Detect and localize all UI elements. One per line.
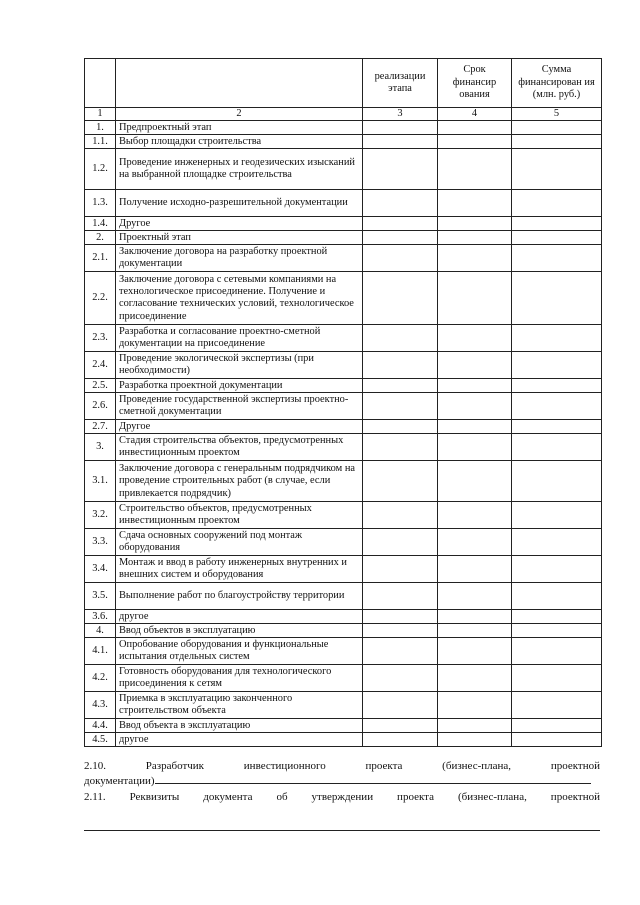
row-term-cell: [438, 190, 512, 217]
row-number: 3.1.: [85, 461, 116, 502]
row-amount-cell: [512, 461, 602, 502]
row-amount-cell: [512, 638, 602, 665]
row-stage-name: Монтаж и ввод в работу инженерных внутренних и внешних систем и оборудования: [116, 556, 363, 583]
row-amount-cell: [512, 149, 602, 190]
row-implementation-cell: [363, 217, 438, 231]
row-amount-cell: [512, 583, 602, 610]
approval-details-fill-line: [84, 830, 600, 831]
row-amount-cell: [512, 556, 602, 583]
row-stage-name: Проведение инженерных и геодезических изысканий на выбранной площадке строительства: [116, 149, 363, 190]
row-implementation-cell: [363, 231, 438, 245]
row-stage-name: Проведение государственной экспертизы проектно-сметной документации: [116, 393, 363, 420]
row-stage-name: другое: [116, 733, 363, 747]
row-number: 2.2.: [85, 272, 116, 325]
row-amount-cell: [512, 393, 602, 420]
row-amount-cell: [512, 692, 602, 719]
row-number: 3.: [85, 434, 116, 461]
row-implementation-cell: [363, 149, 438, 190]
row-amount-cell: [512, 502, 602, 529]
table-row: [85, 610, 602, 624]
row-term-cell: [438, 135, 512, 149]
row-implementation-cell: [363, 325, 438, 352]
row-number: 3.3.: [85, 529, 116, 556]
row-term-cell: [438, 245, 512, 272]
row-term-cell: [438, 692, 512, 719]
row-stage-name: Разработка и согласование проектно-сметной документации на присоединение: [116, 325, 363, 352]
row-term-cell: [438, 733, 512, 747]
row-stage-name: Сдача основных сооружений под монтаж оборудования: [116, 529, 363, 556]
row-term-cell: [438, 461, 512, 502]
row-term-cell: [438, 420, 512, 434]
row-implementation-cell: [363, 190, 438, 217]
row-number: 2.5.: [85, 379, 116, 393]
row-term-cell: [438, 379, 512, 393]
row-implementation-cell: [363, 502, 438, 529]
row-term-cell: [438, 272, 512, 325]
table-row: [85, 692, 602, 719]
row-number: 1.3.: [85, 190, 116, 217]
row-stage-name: Строительство объектов, предусмотренных инвестиционным проектом: [116, 502, 363, 529]
row-stage-name: Готовность оборудования для технологического присоединения к сетям: [116, 665, 363, 692]
row-implementation-cell: [363, 624, 438, 638]
row-stage-name: Проектный этап: [116, 231, 363, 245]
table-row: [85, 393, 602, 420]
table-row: [85, 217, 602, 231]
row-number: 3.6.: [85, 610, 116, 624]
table-row: [85, 231, 602, 245]
row-implementation-cell: [363, 583, 438, 610]
row-number: 3.4.: [85, 556, 116, 583]
row-amount-cell: [512, 529, 602, 556]
table-row: [85, 638, 602, 665]
row-number: 1.4.: [85, 217, 116, 231]
row-stage-name: Заключение договора с сетевыми компаниями на технологическое присоединение. Получение и согласование технических условий, технологическое присоединение: [116, 272, 363, 325]
table-row: [85, 624, 602, 638]
row-amount-cell: [512, 665, 602, 692]
row-number: 3.2.: [85, 502, 116, 529]
row-implementation-cell: [363, 692, 438, 719]
table-row: [85, 583, 602, 610]
row-amount-cell: [512, 325, 602, 352]
row-number: 2.4.: [85, 352, 116, 379]
row-term-cell: [438, 719, 512, 733]
row-amount-cell: [512, 245, 602, 272]
table-row: [85, 502, 602, 529]
row-amount-cell: [512, 719, 602, 733]
header-col-financing-amount: Сумма финансирован ия (млн. руб.): [512, 59, 602, 108]
row-term-cell: [438, 529, 512, 556]
row-number: 1.1.: [85, 135, 116, 149]
row-stage-name: Получение исходно-разрешительной документации: [116, 190, 363, 217]
table-row: [85, 420, 602, 434]
row-implementation-cell: [363, 352, 438, 379]
item-2-10-developer-label: документации): [84, 775, 155, 787]
row-stage-name: Опробование оборудования и функциональные испытания отдельных систем: [116, 638, 363, 665]
row-stage-name: Предпроектный этап: [116, 121, 363, 135]
row-implementation-cell: [363, 379, 438, 393]
table-row: [85, 529, 602, 556]
row-stage-name: Заключение договора на разработку проектной документации: [116, 245, 363, 272]
row-amount-cell: [512, 420, 602, 434]
row-term-cell: [438, 583, 512, 610]
row-term-cell: [438, 325, 512, 352]
row-number: 2.7.: [85, 420, 116, 434]
row-implementation-cell: [363, 733, 438, 747]
row-implementation-cell: [363, 461, 438, 502]
row-number: 1.2.: [85, 149, 116, 190]
row-implementation-cell: [363, 245, 438, 272]
row-term-cell: [438, 665, 512, 692]
row-stage-name: Приемка в эксплуатацию законченного строительством объекта: [116, 692, 363, 719]
row-number: 4.4.: [85, 719, 116, 733]
row-term-cell: [438, 149, 512, 190]
row-amount-cell: [512, 733, 602, 747]
row-amount-cell: [512, 231, 602, 245]
row-implementation-cell: [363, 434, 438, 461]
row-implementation-cell: [363, 610, 438, 624]
table-row: [85, 461, 602, 502]
row-term-cell: [438, 638, 512, 665]
row-number: 2.: [85, 231, 116, 245]
table-row: [85, 352, 602, 379]
row-implementation-cell: [363, 135, 438, 149]
table-row: [85, 325, 602, 352]
row-stage-name: Выбор площадки строительства: [116, 135, 363, 149]
column-number: 4: [438, 108, 512, 121]
row-term-cell: [438, 502, 512, 529]
row-amount-cell: [512, 379, 602, 393]
table-row: [85, 733, 602, 747]
row-number: 1.: [85, 121, 116, 135]
item-2-10-line1: 2.10. Разработчик инвестиционного проекта (бизнес-плана, проектной: [84, 760, 600, 772]
row-implementation-cell: [363, 665, 438, 692]
row-term-cell: [438, 434, 512, 461]
item-2-10-line2: [84, 773, 600, 788]
row-stage-name: Заключение договора с генеральным подрядчиком на проведение строительных работ (в случае, если привлекается подрядчик): [116, 461, 363, 502]
row-amount-cell: [512, 272, 602, 325]
row-term-cell: [438, 231, 512, 245]
row-number: 4.: [85, 624, 116, 638]
row-amount-cell: [512, 217, 602, 231]
item-2-11-line1: 2.11. Реквизиты документа об утверждении проекта (бизнес-плана, проектной: [84, 791, 600, 803]
row-implementation-cell: [363, 121, 438, 135]
row-implementation-cell: [363, 420, 438, 434]
row-implementation-cell: [363, 638, 438, 665]
row-number: 2.3.: [85, 325, 116, 352]
row-number: 3.5.: [85, 583, 116, 610]
row-number: 4.2.: [85, 665, 116, 692]
table-row: [85, 272, 602, 325]
row-stage-name: Выполнение работ по благоустройству территории: [116, 583, 363, 610]
table-row: [85, 245, 602, 272]
header-col-financing-term: Срок финансир ования: [438, 59, 512, 108]
row-term-cell: [438, 624, 512, 638]
row-stage-name: Ввод объектов в эксплуатацию: [116, 624, 363, 638]
row-amount-cell: [512, 135, 602, 149]
row-amount-cell: [512, 610, 602, 624]
row-implementation-cell: [363, 272, 438, 325]
row-stage-name: Проведение экологической экспертизы (при необходимости): [116, 352, 363, 379]
row-number: 4.3.: [85, 692, 116, 719]
column-number: 5: [512, 108, 602, 121]
row-stage-name: Другое: [116, 420, 363, 434]
row-amount-cell: [512, 434, 602, 461]
row-stage-name: Ввод объекта в эксплуатацию: [116, 719, 363, 733]
row-number: 4.1.: [85, 638, 116, 665]
row-implementation-cell: [363, 719, 438, 733]
row-implementation-cell: [363, 529, 438, 556]
row-stage-name: Разработка проектной документации: [116, 379, 363, 393]
table-row: [85, 121, 602, 135]
row-number: 4.5.: [85, 733, 116, 747]
row-number: 2.6.: [85, 393, 116, 420]
developer-fill-line: [155, 773, 591, 784]
row-term-cell: [438, 217, 512, 231]
column-number: 1: [85, 108, 116, 121]
row-amount-cell: [512, 190, 602, 217]
table-header-row: [85, 59, 602, 108]
table-row: [85, 149, 602, 190]
row-stage-name: Другое: [116, 217, 363, 231]
row-stage-name: другое: [116, 610, 363, 624]
column-number: 3: [363, 108, 438, 121]
row-stage-name: Стадия строительства объектов, предусмотренных инвестиционным проектом: [116, 434, 363, 461]
investment-stages-table: [84, 58, 602, 747]
header-col-stage: [116, 59, 363, 108]
table-row: [85, 135, 602, 149]
row-term-cell: [438, 556, 512, 583]
row-amount-cell: [512, 624, 602, 638]
table-row: [85, 556, 602, 583]
column-number-row: [85, 108, 602, 121]
row-implementation-cell: [363, 393, 438, 420]
table-row: [85, 434, 602, 461]
row-term-cell: [438, 393, 512, 420]
row-number: 2.1.: [85, 245, 116, 272]
row-term-cell: [438, 352, 512, 379]
row-term-cell: [438, 610, 512, 624]
table-row: [85, 719, 602, 733]
header-col-number: [85, 59, 116, 108]
row-implementation-cell: [363, 556, 438, 583]
row-amount-cell: [512, 121, 602, 135]
row-amount-cell: [512, 352, 602, 379]
table-row: [85, 665, 602, 692]
table-row: [85, 190, 602, 217]
table-row: [85, 379, 602, 393]
column-number: 2: [116, 108, 363, 121]
header-col-stage-implementation: реализации этапа: [363, 59, 438, 108]
row-term-cell: [438, 121, 512, 135]
